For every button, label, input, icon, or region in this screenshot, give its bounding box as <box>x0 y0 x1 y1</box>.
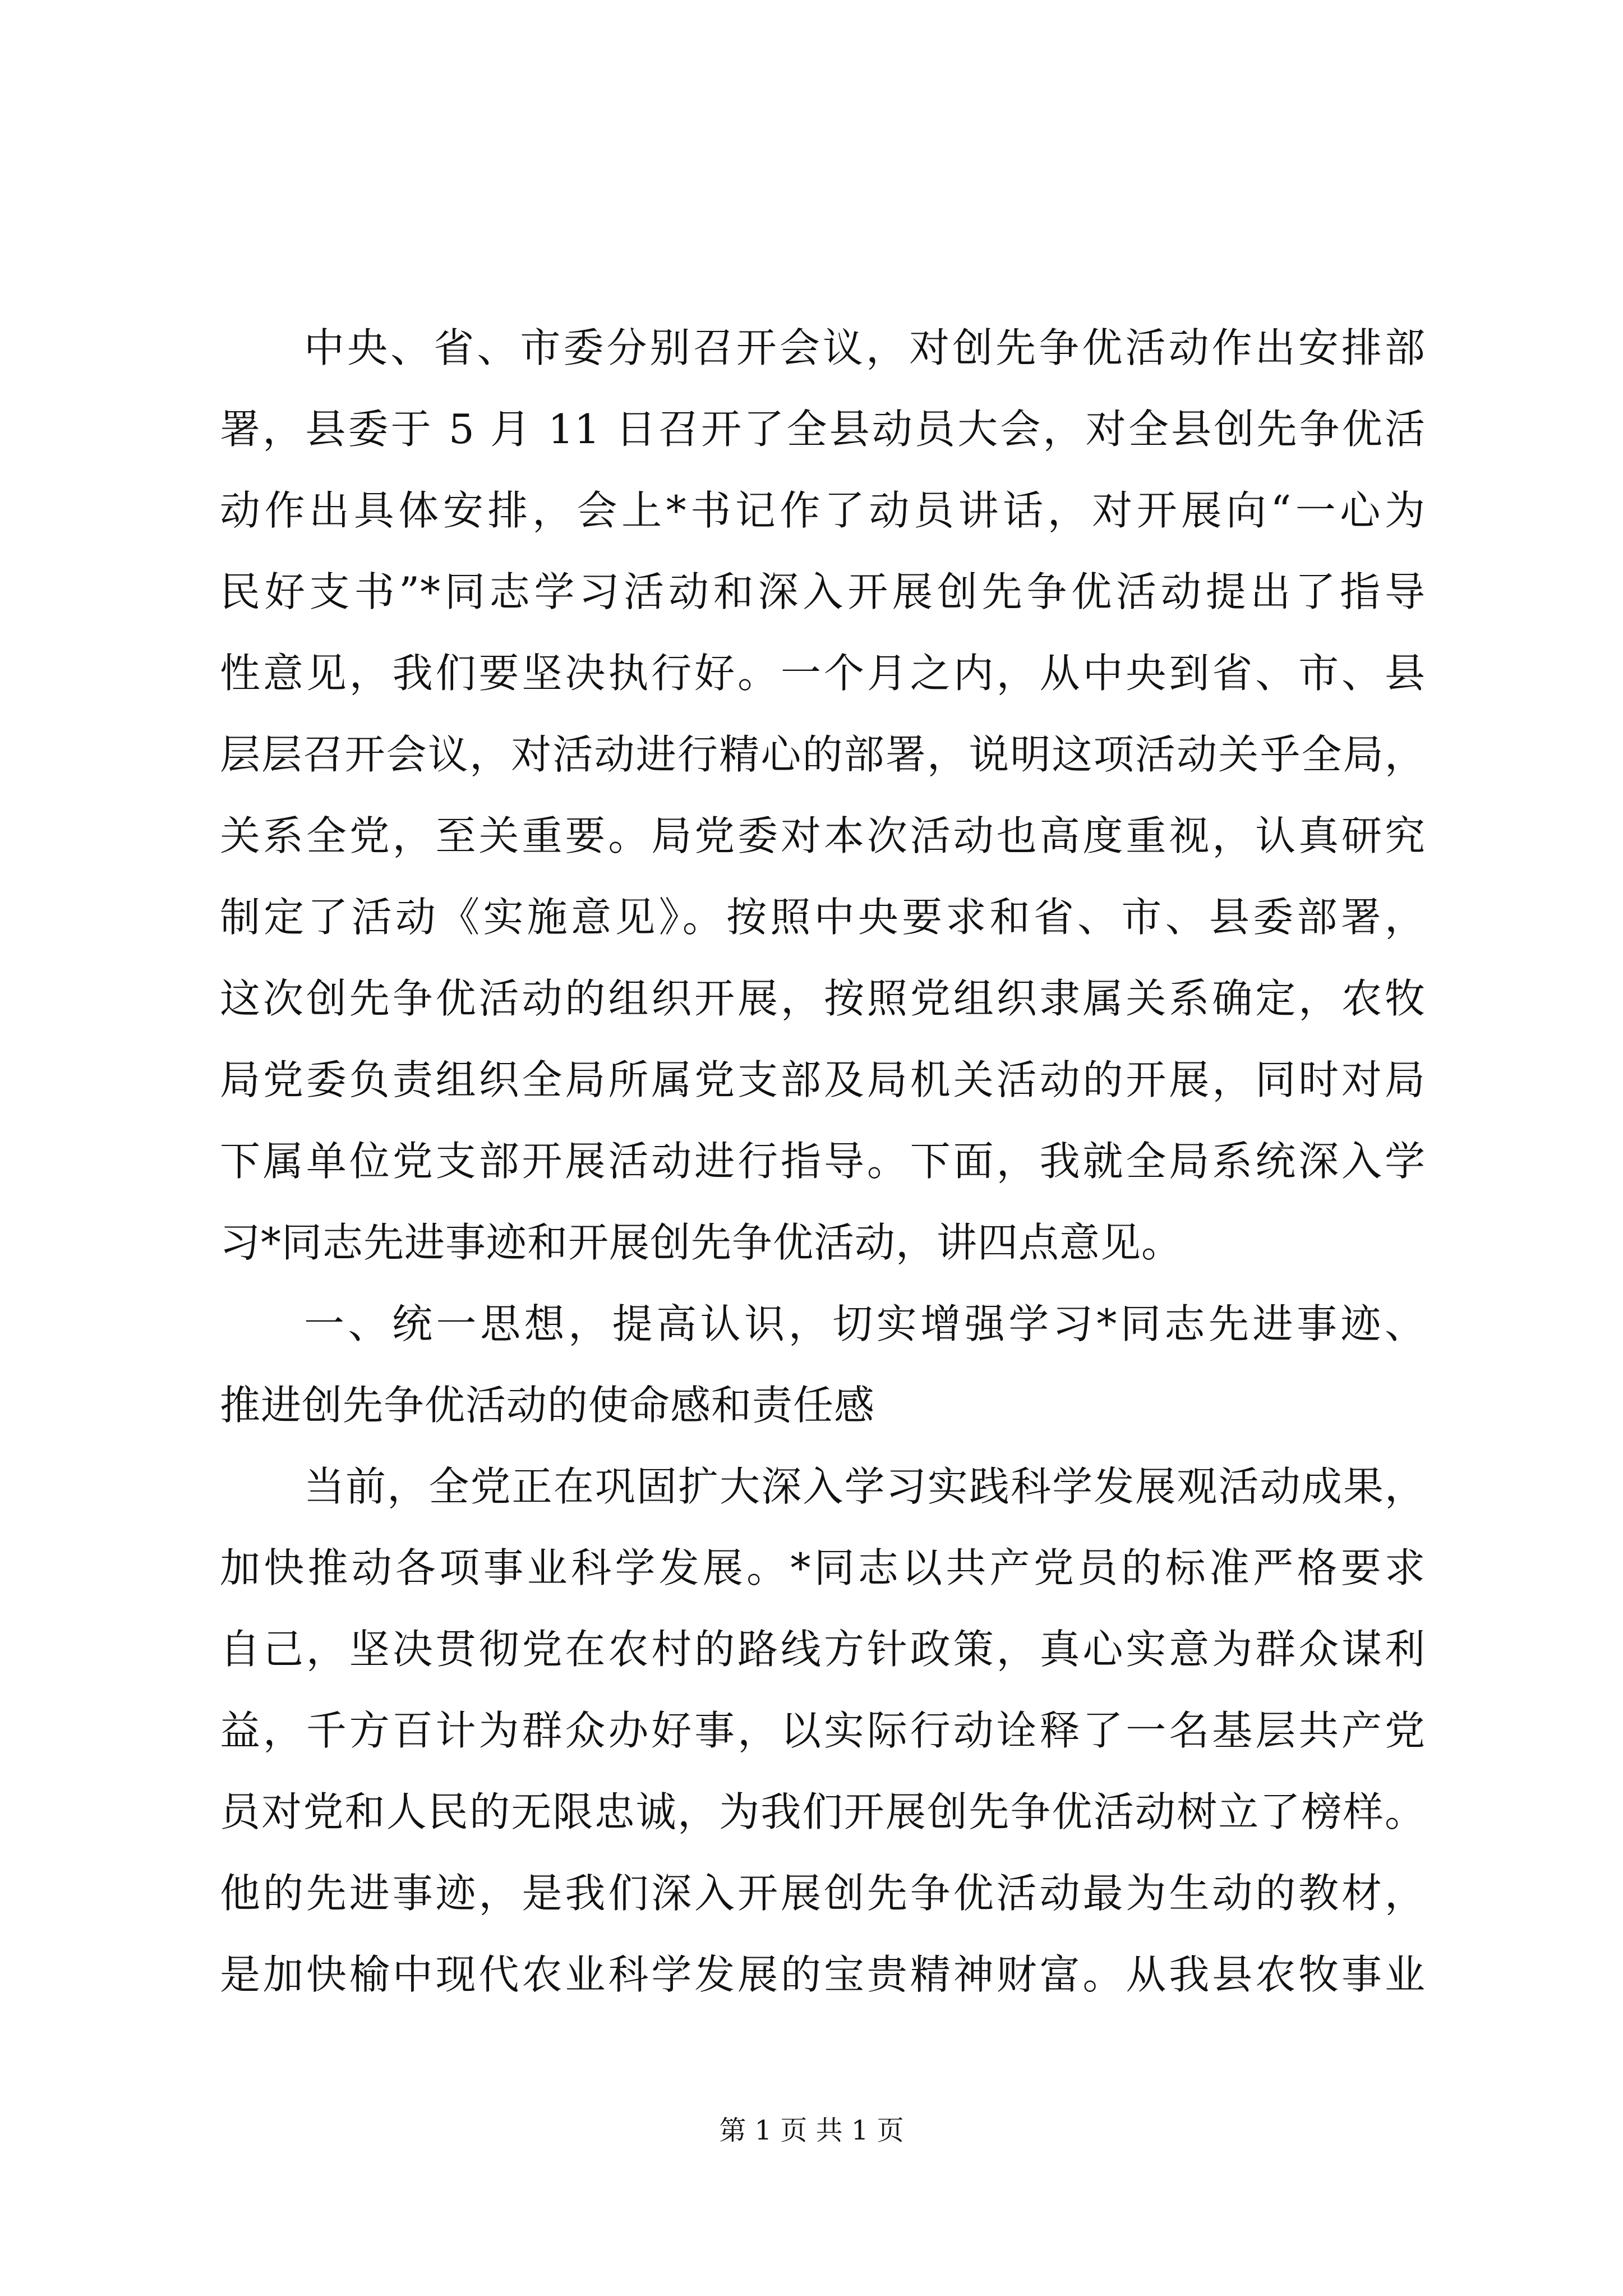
text-line: 制定了活动《实施意见》。按照中央要求和省、市、县委部署， <box>220 894 1426 941</box>
section-heading <box>220 1283 1426 1446</box>
text-line: 他的先进事迹，是我们深入开展创先争优活动最为生动的教材， <box>220 1870 1426 1917</box>
text-line: 员对党和人民的无限忠诚，为我们开展创先争优活动树立了榜样。 <box>220 1788 1426 1835</box>
text-line: 是加快榆中现代农业科学发展的宝贵精神财富。从我县农牧事业 <box>220 1951 1426 1998</box>
text-line: 署，县委于 5 月 11 日召开了全县动员大会，对全县创先争优活 <box>220 406 1426 453</box>
heading-line: 一、统一思想，提高认识，切实增强学习*同志先进事迹、 <box>304 1300 1426 1347</box>
text-line: 当前，全党正在巩固扩大深入学习实践科学发展观活动成果， <box>304 1463 1426 1510</box>
document-body <box>220 307 1426 2016</box>
text-line: 局党委负责组织全局所属党支部及局机关活动的开展，同时对局 <box>220 1056 1426 1103</box>
paragraph-current <box>220 1446 1426 2016</box>
text-line: 性意见，我们要坚决执行好。一个月之内，从中央到省、市、县 <box>220 650 1426 697</box>
text-line: 民好支书”*同志学习活动和深入开展创先争优活动提出了指导 <box>220 568 1426 615</box>
text-line: 习*同志先进事迹和开展创先争优活动，讲四点意见。 <box>220 1219 1183 1266</box>
text-line: 加快推动各项事业科学发展。*同志以共产党员的标准严格要求 <box>220 1544 1426 1591</box>
paragraph-intro <box>220 307 1426 1283</box>
text-line: 动作出具体安排，会上*书记作了动员讲话，对开展向“一心为 <box>220 487 1426 534</box>
heading-line: 推进创先争优活动的使命感和责任感 <box>220 1382 875 1429</box>
text-line: 关系全党，至关重要。局党委对本次活动也高度重视，认真研究 <box>220 812 1426 859</box>
text-line: 下属单位党支部开展活动进行指导。下面，我就全局系统深入学 <box>220 1138 1426 1185</box>
text-line: 自己，坚决贯彻党在农村的路线方针政策，真心实意为群众谋利 <box>220 1626 1426 1673</box>
text-line: 这次创先争优活动的组织开展，按照党组织隶属关系确定，农牧 <box>220 975 1426 1022</box>
text-line: 益，千方百计为群众办好事，以实际行动诠释了一名基层共产党 <box>220 1707 1426 1754</box>
page-footer: 第 1 页 共 1 页 <box>719 2115 904 2146</box>
text-line: 层层召开会议，对活动进行精心的部署，说明这项活动关乎全局， <box>220 731 1426 778</box>
text-line: 中央、省、市委分别召开会议，对创先争优活动作出安排部 <box>304 324 1426 371</box>
